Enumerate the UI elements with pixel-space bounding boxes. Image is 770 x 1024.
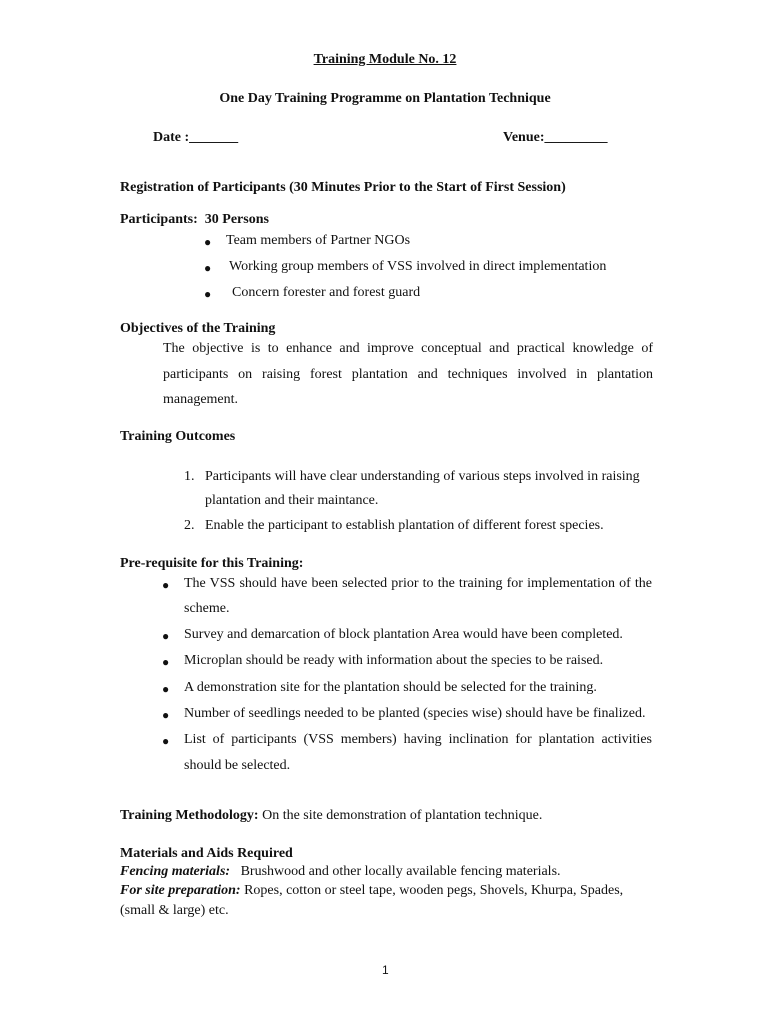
outcome-number-1: 1. xyxy=(184,469,195,484)
participants-count: 30 Persons xyxy=(204,212,269,227)
materials-heading: Materials and Aids Required xyxy=(120,846,293,861)
venue-field: Venue:_________ xyxy=(503,130,608,145)
bullet-icon: ● xyxy=(204,235,212,249)
bullet-icon: ● xyxy=(162,629,170,643)
page-number: 1 xyxy=(382,963,389,977)
bullet-icon: ● xyxy=(162,734,170,748)
date-field: Date :_______ xyxy=(153,130,239,145)
bullet-icon: ● xyxy=(162,578,170,592)
prerequisite-item-4: A demonstration site for the plantation should be selected for the training. xyxy=(184,680,597,695)
participants-label xyxy=(120,212,269,228)
outcome-item-1-line-1: Participants will have clear understanding of various steps involved in raising xyxy=(205,469,640,484)
site-prep-line-2: (small & large) etc. xyxy=(120,903,229,918)
module-title: Training Module No. 12 xyxy=(313,52,457,67)
participants-label-text: Participants: xyxy=(120,212,198,227)
bullet-icon: ● xyxy=(162,655,170,669)
bullet-icon: ● xyxy=(162,708,170,722)
site-prep-text: Ropes, cotton or steel tape, wooden pegs, Shovels, Khurpa, Spades, xyxy=(244,883,624,898)
participants-item-3: Concern forester and forest guard xyxy=(232,285,421,300)
programme-title: One Day Training Programme on Plantation Technique xyxy=(219,91,551,106)
participants-item-1: Team members of Partner NGOs xyxy=(226,233,411,248)
methodology-text: On the site demonstration of plantation technique. xyxy=(262,808,543,823)
objectives-heading: Objectives of the Training xyxy=(120,321,276,336)
objectives-line-2: participants on raising forest plantation and techniques involved in plantation xyxy=(163,367,653,382)
outcome-item-2-line-1: Enable the participant to establish plantation of different forest species. xyxy=(205,518,604,533)
fencing-text: Brushwood and other locally available fencing materials. xyxy=(240,864,561,879)
registration-heading: Registration of Participants (30 Minutes Prior to the Start of First Session) xyxy=(120,180,566,195)
prerequisite-heading: Pre-requisite for this Training: xyxy=(120,556,304,571)
prerequisite-item-5: Number of seedlings needed to be planted (species wise) should have be finalized. xyxy=(184,706,646,721)
outcome-number-2: 2. xyxy=(184,518,195,533)
prerequisite-item-2: Survey and demarcation of block plantation Area would have been completed. xyxy=(184,627,623,642)
fencing-line xyxy=(120,864,561,880)
outcomes-heading: Training Outcomes xyxy=(120,429,236,444)
prerequisite-item-6-line-1: List of participants (VSS members) having inclination for plantation activities xyxy=(184,732,652,747)
bullet-icon: ● xyxy=(162,682,170,696)
site-prep-label: For site preparation: xyxy=(120,883,241,898)
site-prep-line xyxy=(120,883,623,899)
fencing-label: Fencing materials: xyxy=(120,864,231,879)
participants-item-2: Working group members of VSS involved in direct implementation xyxy=(229,259,607,274)
prerequisite-item-1-line-2: scheme. xyxy=(184,601,230,616)
methodology-line xyxy=(120,808,542,824)
prerequisite-item-3: Microplan should be ready with information about the species to be raised. xyxy=(184,653,604,668)
prerequisite-item-1-line-1: The VSS should have been selected prior to the training for implementation of the xyxy=(184,576,652,591)
outcome-item-1-line-2: plantation and their maintance. xyxy=(205,493,379,508)
bullet-icon: ● xyxy=(204,287,212,301)
prerequisite-item-6-line-2: should be selected. xyxy=(184,758,291,773)
objectives-line-3: management. xyxy=(163,392,239,407)
bullet-icon: ● xyxy=(204,261,212,275)
objectives-line-1: The objective is to enhance and improve conceptual and practical knowledge of xyxy=(163,341,653,356)
methodology-label: Training Methodology: xyxy=(120,808,259,823)
